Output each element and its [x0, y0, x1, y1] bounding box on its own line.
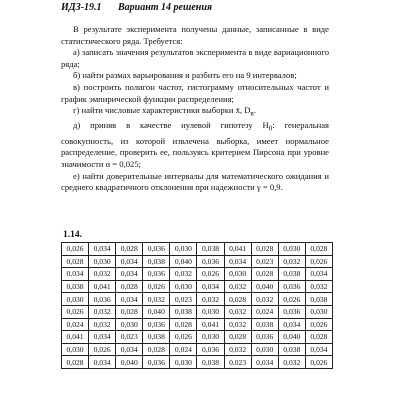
table-cell: 0,038	[305, 293, 332, 306]
table-cell: 0,036	[278, 280, 305, 293]
table-cell: 0,032	[143, 293, 170, 306]
table-cell: 0,036	[143, 243, 170, 256]
task-g-subscript: в	[250, 109, 254, 118]
intro-paragraph: В результате эксперимента получены данные, записанные в виде статистического ряда. Требуется:	[61, 24, 329, 46]
table-cell: 0,034	[116, 293, 143, 306]
task-d-rest: : генеральная совокупность, из которой извлечена выборка, имеет нормальное распределение, проверить ее, пользуясь критерием Пирсона при уровне значимости α = 0,025;	[61, 120, 330, 169]
table-cell: 0,034	[89, 331, 116, 344]
table-cell: 0,038	[143, 331, 170, 344]
table-cell: 0,028	[305, 331, 332, 344]
table-cell: 0,034	[62, 268, 89, 281]
table-cell: 0,041	[89, 280, 116, 293]
table-cell: 0,028	[251, 243, 278, 256]
table-cell: 0,030	[170, 356, 197, 369]
data-table-body	[62, 243, 333, 369]
table-cell: 0,032	[89, 268, 116, 281]
table-row	[62, 280, 333, 293]
table-cell: 0,036	[89, 293, 116, 306]
table-cell: 0,034	[116, 268, 143, 281]
table-cell: 0,032	[278, 255, 305, 268]
table-cell: 0,040	[116, 356, 143, 369]
table-cell: 0,030	[197, 331, 224, 344]
table-cell: 0,040	[278, 331, 305, 344]
table-cell: 0,034	[197, 280, 224, 293]
table-cell: 0,034	[305, 343, 332, 356]
table-cell: 0,032	[89, 305, 116, 318]
table-cell: 0,026	[305, 356, 332, 369]
table-cell: 0,034	[305, 268, 332, 281]
table-row	[62, 356, 333, 369]
table-cell: 0,023	[116, 331, 143, 344]
table-cell: 0,036	[143, 356, 170, 369]
table-cell: 0,038	[278, 268, 305, 281]
table-cell: 0,028	[170, 318, 197, 331]
table-row	[62, 318, 333, 331]
table-cell: 0,030	[116, 318, 143, 331]
table-cell: 0,026	[197, 268, 224, 281]
table-cell: 0,041	[62, 331, 89, 344]
table-cell: 0,030	[251, 343, 278, 356]
table-cell: 0,032	[224, 343, 251, 356]
table-cell: 0,032	[224, 318, 251, 331]
table-cell: 0,028	[143, 343, 170, 356]
task-g: г) найти числовые характеристики выборки x̄, $D_в$.	[73, 105, 256, 118]
table-cell: 0,034	[116, 255, 143, 268]
table-cell: 0,038	[251, 318, 278, 331]
table-cell: 0,026	[305, 255, 332, 268]
table-cell: 0,030	[224, 268, 251, 281]
task-b: б) найти размах варьирования и разбить его на 9 интервалов;	[73, 70, 297, 81]
table-cell: 0,028	[62, 255, 89, 268]
table-cell: 0,030	[62, 343, 89, 356]
variant-title: Вариант 14 решения	[118, 2, 213, 13]
task-e: е) найти доверительные интервалы для математического ожидания и среднего квадратичного отклонения при надежности γ = 0,9.	[61, 170, 329, 193]
task-g-text: г) найти числовые характеристики выборки x̄, D	[73, 105, 251, 116]
table-cell: 0,034	[89, 243, 116, 256]
problem-statement	[61, 24, 329, 194]
assignment-code: ИДЗ-19.1	[61, 2, 102, 13]
table-cell: 0,036	[251, 331, 278, 344]
table-cell: 0,034	[251, 356, 278, 369]
data-table	[61, 242, 333, 369]
table-cell: 0,038	[278, 343, 305, 356]
table-cell: 0,038	[197, 243, 224, 256]
table-cell: 0,024	[62, 318, 89, 331]
table-cell: 0,026	[89, 343, 116, 356]
table-cell: 0,026	[62, 243, 89, 256]
table-cell: 0,023	[224, 356, 251, 369]
table-cell: 0,030	[305, 305, 332, 318]
page-header	[61, 2, 213, 13]
table-row	[62, 305, 333, 318]
table-cell: 0,041	[197, 318, 224, 331]
table-cell: 0,030	[170, 243, 197, 256]
table-cell: 0,028	[305, 243, 332, 256]
table-cell: 0,028	[251, 268, 278, 281]
table-cell: 0,036	[278, 305, 305, 318]
table-cell: 0,028	[116, 305, 143, 318]
table-cell: 0,032	[170, 268, 197, 281]
problem-number: 1.14.	[63, 230, 82, 240]
table-cell: 0,038	[143, 255, 170, 268]
table-cell: 0,032	[278, 356, 305, 369]
table-cell: 0,038	[170, 305, 197, 318]
table-cell: 0,032	[224, 280, 251, 293]
table-cell: 0,026	[278, 293, 305, 306]
table-cell: 0,036	[143, 318, 170, 331]
table-cell: 0,038	[62, 280, 89, 293]
table-cell: 0,036	[197, 343, 224, 356]
table-cell: 0,028	[224, 331, 251, 344]
table-cell: 0,034	[224, 255, 251, 268]
table-cell: 0,024	[170, 343, 197, 356]
task-d-text: д) приняв в качестве нулевой гипотезу H	[73, 120, 269, 131]
table-cell: 0,040	[251, 280, 278, 293]
table-cell: 0,032	[224, 305, 251, 318]
table-cell: 0,032	[251, 293, 278, 306]
task-c: в) построить полигон частот, гистограмму относительных частот и график эмпирической функции распределения;	[61, 81, 329, 104]
table-cell: 0,040	[143, 305, 170, 318]
table-cell: 0,038	[197, 356, 224, 369]
table-row	[62, 255, 333, 268]
table-cell: 0,023	[251, 255, 278, 268]
task-d-subscript: 0	[268, 125, 273, 134]
task-d	[61, 120, 329, 170]
table-cell: 0,030	[89, 255, 116, 268]
table-cell: 0,034	[116, 343, 143, 356]
table-cell: 0,032	[89, 318, 116, 331]
table-cell: 0,026	[62, 305, 89, 318]
table-cell: 0,028	[116, 243, 143, 256]
table-cell: 0,028	[62, 356, 89, 369]
table-cell: 0,030	[62, 293, 89, 306]
table-cell: 0,036	[197, 255, 224, 268]
table-row	[62, 293, 333, 306]
table-row	[62, 331, 333, 344]
table-cell: 0,040	[170, 255, 197, 268]
table-cell: 0,026	[170, 331, 197, 344]
table-cell: 0,028	[116, 280, 143, 293]
table-cell: 0,028	[224, 293, 251, 306]
table-cell: 0,032	[305, 280, 332, 293]
table-cell: 0,034	[89, 356, 116, 369]
table-cell: 0,032	[197, 293, 224, 306]
table-cell: 0,041	[224, 243, 251, 256]
table-cell: 0,026	[143, 280, 170, 293]
table-row	[62, 268, 333, 281]
table-row	[62, 343, 333, 356]
task-a: а) записать значения результатов эксперимента в виде вариационного ряда;	[61, 47, 329, 69]
table-cell: 0,030	[197, 305, 224, 318]
table-cell: 0,024	[251, 305, 278, 318]
table-cell: 0,023	[170, 293, 197, 306]
table-cell: 0,036	[143, 268, 170, 281]
table-cell: 0,034	[278, 318, 305, 331]
table-cell: 0,026	[305, 318, 332, 331]
table-row	[62, 243, 333, 256]
table-cell: 0,030	[278, 243, 305, 256]
table-cell: 0,030	[170, 280, 197, 293]
